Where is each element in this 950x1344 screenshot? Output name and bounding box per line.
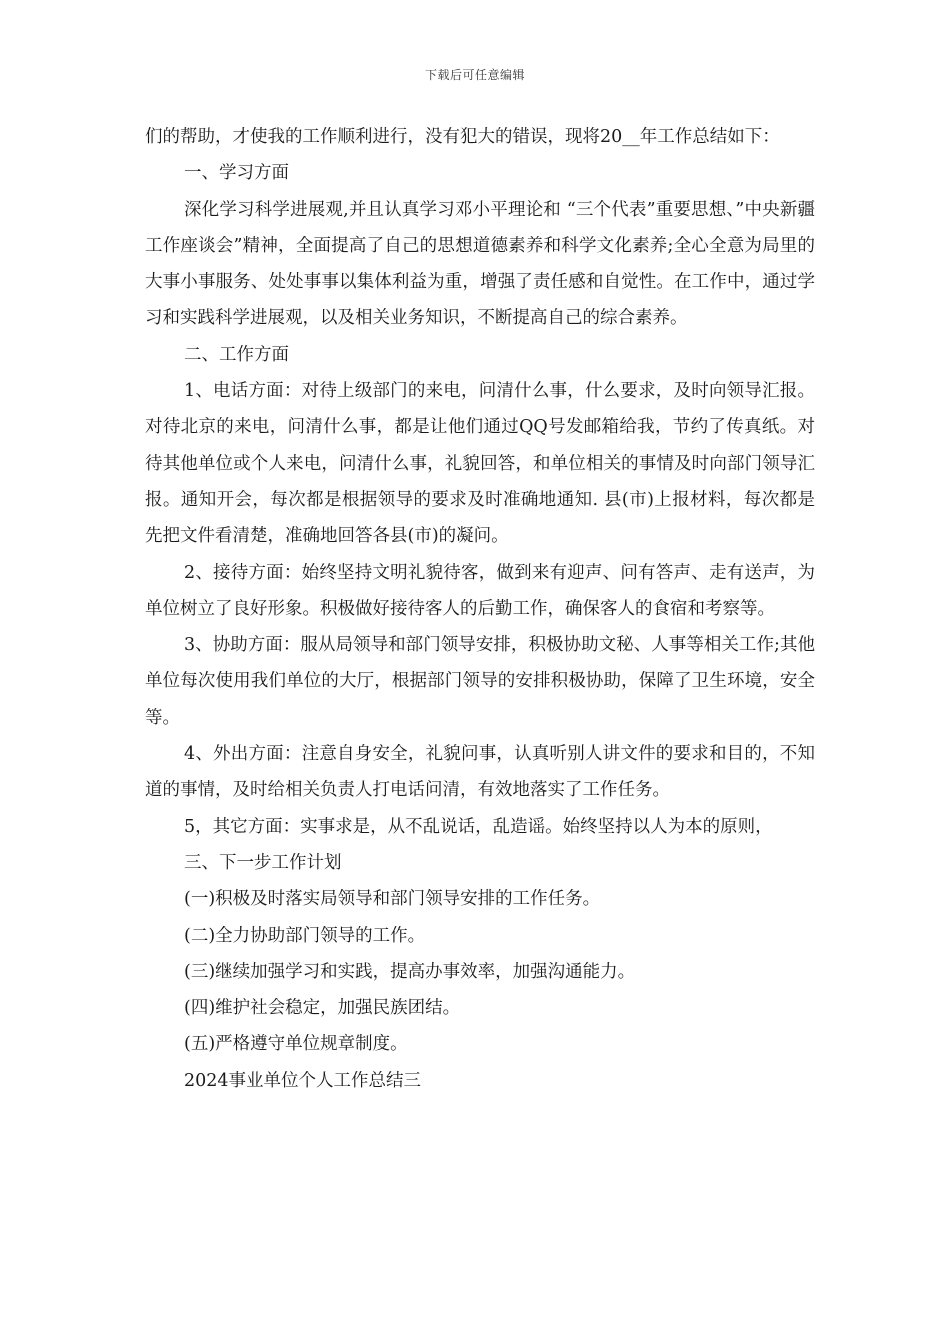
heading-study: 一、学习方面 [184,163,289,184]
paragraph-intro: 们的帮助，才使我的工作顺利进行，没有犯大的错误，现将20__年工作总结如下： [145,127,780,147]
paragraph-outing: 4、外出方面：注意自身安全，礼貌问事，认真听别人讲文件的要求和目的，不知道的事情，及时给相关负责人打电话问清，有效地落实了工作任务。 [145,744,815,801]
heading-work: 二、工作方面 [184,344,289,365]
plan-item-2: (二)全力协助部门领导的工作。 [184,925,426,946]
plan-item-5: (五)严格遵守单位规章制度。 [184,1034,408,1055]
paragraph-other: 5，其它方面：实事求是，从不乱说话，乱造谣。始终坚持以人为本的原则， [184,816,773,837]
paragraph-reception: 2、接待方面：始终坚持文明礼貌待客，做到来有迎声、问有答声、走有送声，为单位树立了良好形象。积极做好接待客人的后勤工作，确保客人的食宿和考察等。 [145,562,815,619]
paragraph-study: 深化学习科学进展观,并且认真学习邓小平理论和 “三个代表”重要思想、”中央新疆工作座谈会”精神，全面提高了自己的思想道德素养和科学文化素养;全心全意为局里的大事小事服务、处处事事以集体利益为重，增强了责任感和自觉性。在工作中，通过学习和实践科学进展观，以及相关业务知识，不断提高自己的综合素养。 [145,199,815,329]
paragraph-phone: 1、电话方面：对待上级部门的来电，问清什么事，什么要求，及时向领导汇报。对待北京的来电，问清什么事，都是让他们通过QQ号发邮箱给我，节约了传真纸。对待其他单位或个人来电，问清什么事，礼貌回答，和单位相关的事情及时向部门领导汇报。通知开会，每次都是根据领导的要求及时准确地通知. 县(市)上报材料，每次都是先把文件看清楚，准确地回答各县(市)的凝问。 [145,381,815,547]
paragraph-assist: 3、协助方面：服从局领导和部门领导安排，积极协助文秘、人事等相关工作;其他单位每次使用我们单位的大厅，根据部门领导的安排积极协助，保障了卫生环境，安全等。 [145,635,815,728]
page-header: 下载后可任意编辑 [424,68,525,82]
plan-item-4: (四)维护社会稳定，加强民族团结。 [184,998,461,1019]
section-title-three: 2024事业单位个人工作总结三 [184,1070,422,1091]
plan-item-1: (一)积极及时落实局领导和部门领导安排的工作任务。 [184,889,601,910]
heading-plan: 三、下一步工作计划 [184,852,342,873]
document-body [145,119,815,1099]
plan-item-3: (三)继续加强学习和实践，提高办事效率，加强沟通能力。 [184,961,636,982]
